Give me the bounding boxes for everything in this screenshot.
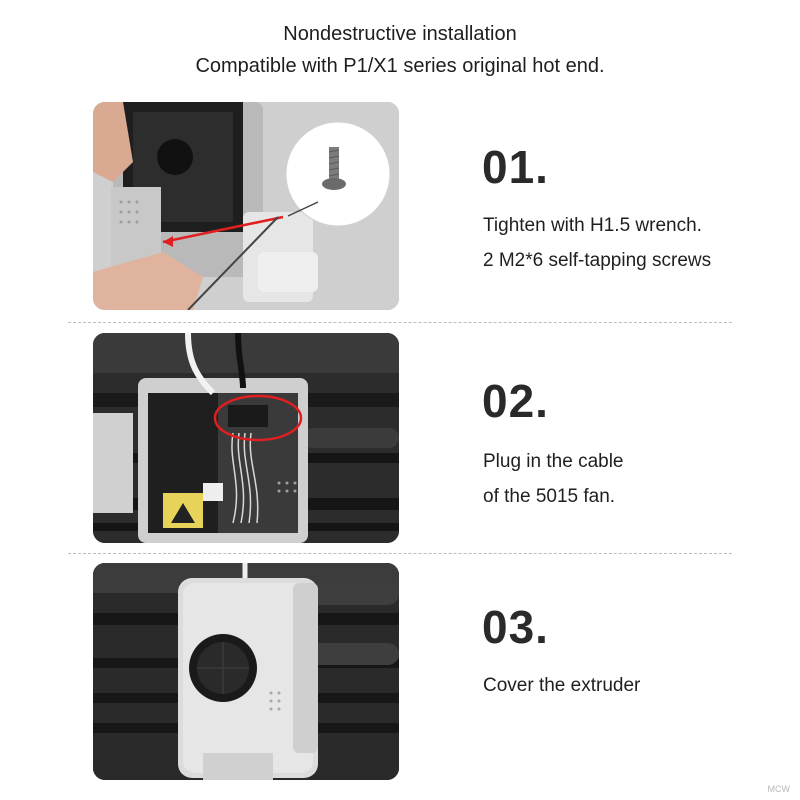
toolhead-cable-photo xyxy=(93,333,399,543)
step-3-photo xyxy=(93,563,399,780)
step-2-description xyxy=(483,444,624,514)
step-1-description xyxy=(483,208,711,278)
divider-2 xyxy=(68,553,732,554)
step-2-line-1: Plug in the cable xyxy=(483,451,624,472)
hand-installing-bracket-photo xyxy=(93,102,399,310)
step-2-line-2: of the 5015 fan. xyxy=(483,486,616,507)
step-2-number: 02. xyxy=(482,375,549,427)
header xyxy=(0,18,800,82)
step-1-line-1: Tighten with H1.5 wrench. xyxy=(483,215,702,236)
step-1-line-2: 2 M2*6 self-tapping screws xyxy=(483,250,712,271)
header-line-2: Compatible with P1/X1 series original hot end. xyxy=(195,55,605,77)
step-3-number: 03. xyxy=(482,601,549,653)
covered-extruder-photo xyxy=(93,563,399,780)
step-1-number: 01. xyxy=(482,141,549,193)
header-line-1: Nondestructive installation xyxy=(283,23,517,45)
divider-1 xyxy=(68,322,732,323)
step-3-description xyxy=(483,668,640,703)
watermark: MCW xyxy=(767,784,790,794)
step-2-photo xyxy=(93,333,399,543)
step-3-line-1: Cover the extruder xyxy=(483,675,641,696)
step-1-photo xyxy=(93,102,399,310)
